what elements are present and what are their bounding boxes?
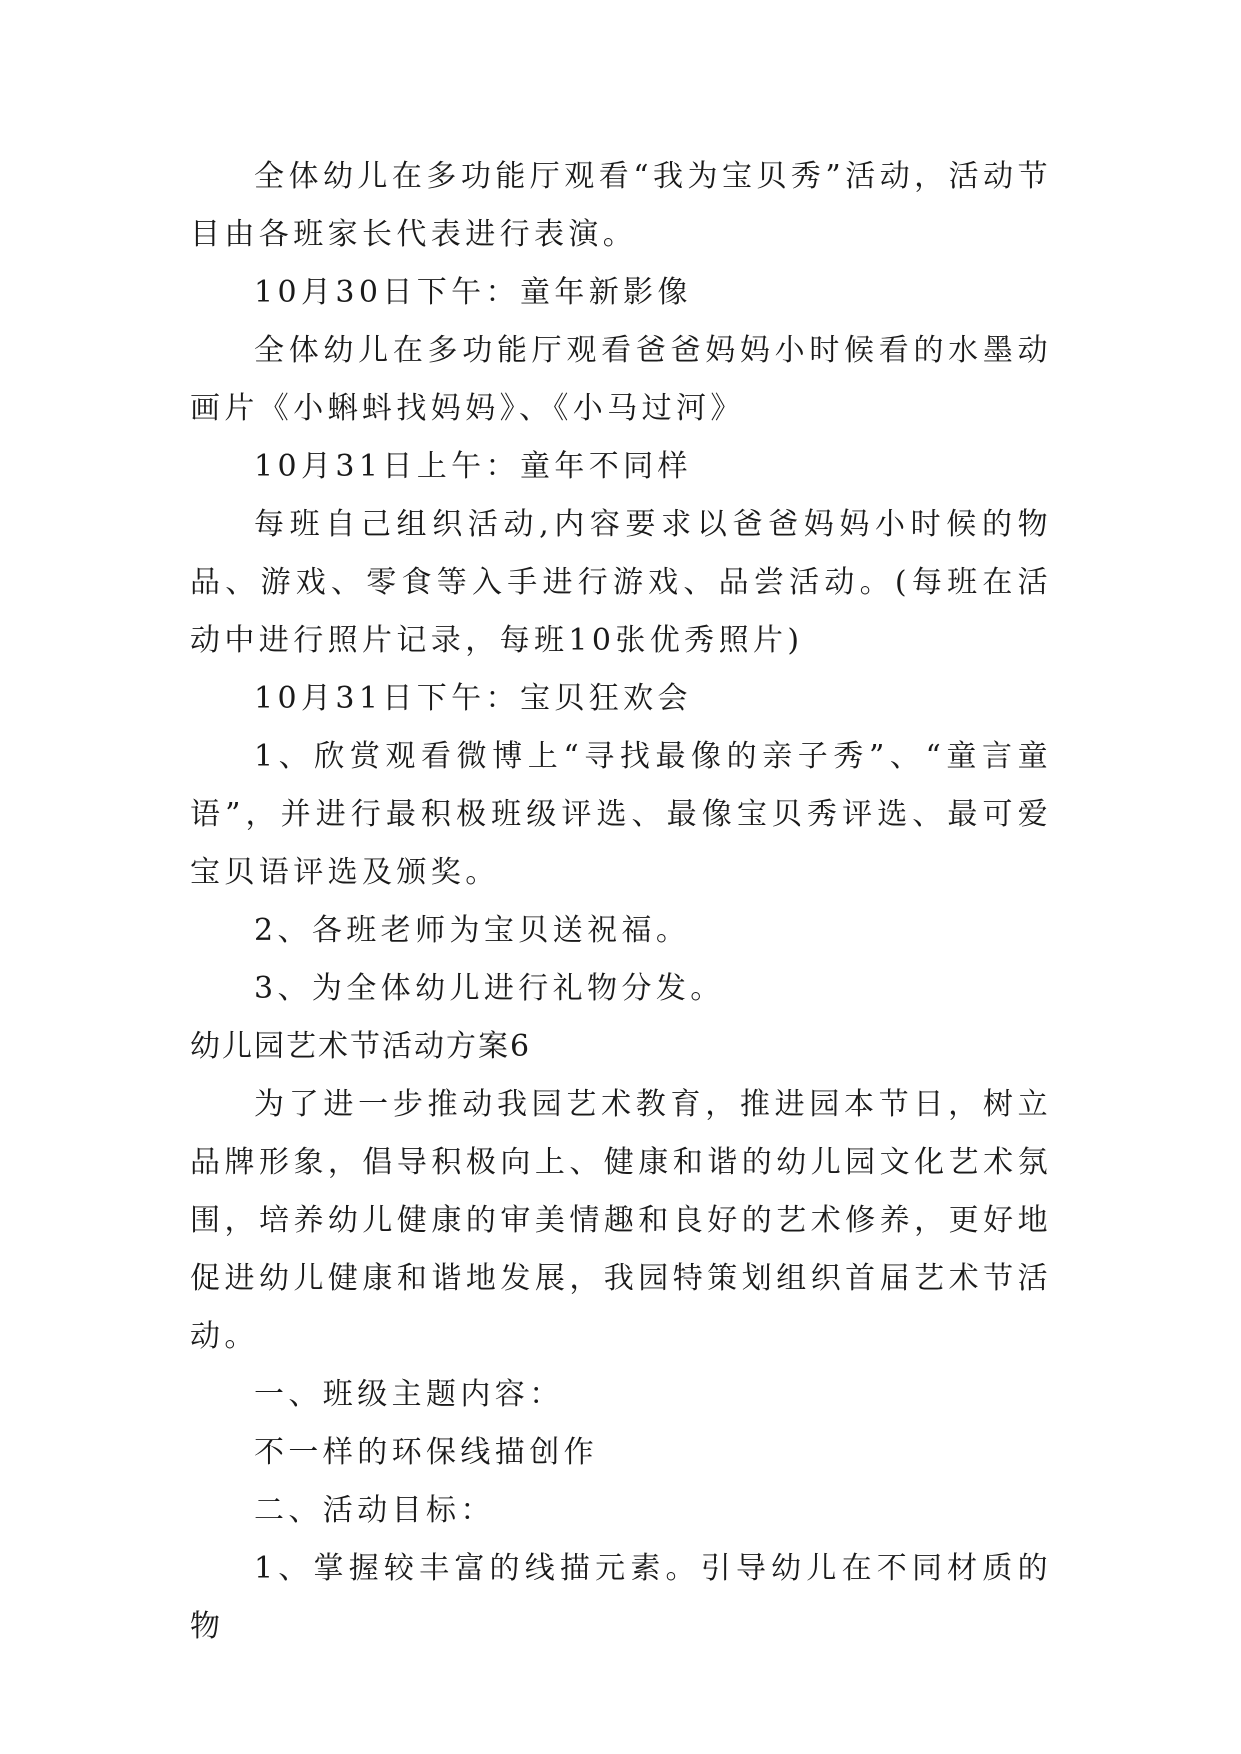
schedule-oct30-afternoon: 10月30日下午：童年新影像 [254, 275, 692, 310]
theme-content: 不一样的环保线描创作 [254, 1435, 598, 1470]
schedule-oct31-afternoon: 10月31日下午：宝贝狂欢会 [254, 681, 692, 716]
document-page [190, 148, 1052, 1656]
section-heading: 幼儿园艺术节活动方案6 [190, 1029, 532, 1064]
schedule-oct31-morning: 10月31日上午：童年不同样 [254, 449, 692, 484]
paragraph-class-activity: 每班自己组织活动,内容要求以爸爸妈妈小时候的物品、游戏、零食等入手进行游戏、品尝活动。(每班在活动中进行照片记录，每班10张优秀照片) [190, 507, 1052, 658]
list-item-1: 1、欣赏观看微博上“寻找最像的亲子秀”、“童言童语”，并进行最积极班级评选、最像宝贝秀评选、最可爱宝贝语评选及颁奖。 [190, 739, 1052, 890]
paragraph-program-intro: 全体幼儿在多功能厅观看“我为宝贝秀”活动，活动节目由各班家长代表进行表演。 [190, 159, 1052, 252]
section-class-theme: 一、班级主题内容： [254, 1377, 564, 1412]
paragraph-cartoon-viewing: 全体幼儿在多功能厅观看爸爸妈妈小时候看的水墨动画片《小蝌蚪找妈妈》、《小马过河》 [190, 333, 1052, 426]
list-item-2: 2、各班老师为宝贝送祝福。 [254, 913, 691, 948]
paragraph-art-festival-intro: 为了进一步推动我园艺术教育，推进园本节日，树立品牌形象，倡导积极向上、健康和谐的幼儿园文化艺术氛围，培养幼儿健康的审美情趣和良好的艺术修养，更好地促进幼儿健康和谐地发展，我园特策划组织首届艺术节活动。 [190, 1087, 1052, 1354]
list-item-3: 3、为全体幼儿进行礼物分发。 [254, 971, 725, 1006]
goal-item-1: 1、掌握较丰富的线描元素。引导幼儿在不同材质的物 [190, 1551, 1052, 1644]
section-activity-goals: 二、活动目标： [254, 1493, 495, 1528]
